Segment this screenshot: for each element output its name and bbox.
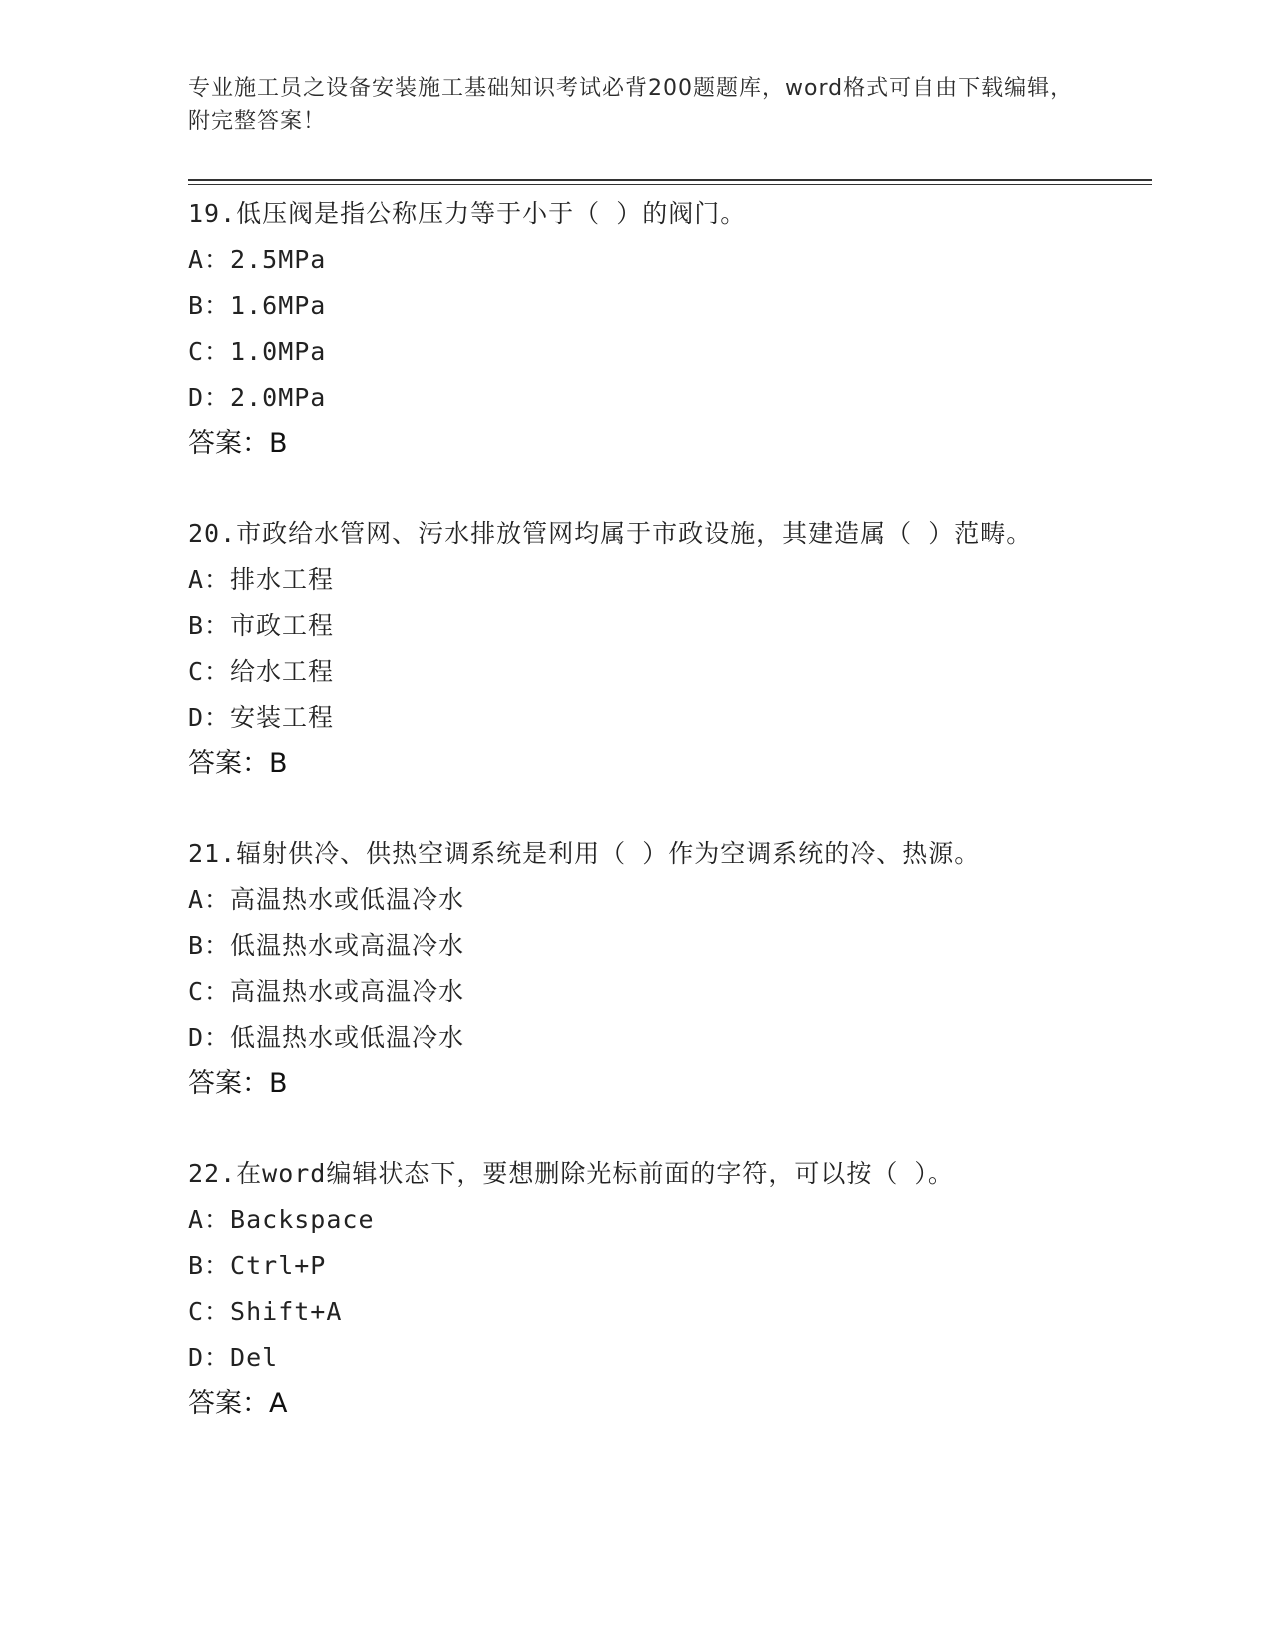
header-divider-thin [188, 184, 1152, 185]
question-stem: 21.辐射供冷、供热空调系统是利用（ ）作为空调系统的冷、热源。 [188, 839, 981, 868]
answer-line: 答案：B [188, 748, 288, 779]
option-c: C：给水工程 [188, 657, 335, 686]
question-stem: 19.低压阀是指公称压力等于小于（ ）的阀门。 [188, 199, 747, 228]
option-c: C：1.0MPa [188, 337, 327, 366]
option-a: A：Backspace [188, 1205, 375, 1234]
option-c: C：Shift+A [188, 1297, 343, 1326]
option-b: B：1.6MPa [188, 291, 327, 320]
option-c: C：高温热水或高温冷水 [188, 977, 465, 1006]
answer-line: 答案：B [188, 1068, 288, 1099]
question-19 [188, 191, 1088, 467]
option-b: B：低温热水或高温冷水 [188, 931, 465, 960]
option-a: A：2.5MPa [188, 245, 327, 274]
answer-line: 答案：B [188, 428, 288, 459]
option-d: D：低温热水或低温冷水 [188, 1023, 465, 1052]
answer-line: 答案：A [188, 1388, 288, 1419]
option-a: A：高温热水或低温冷水 [188, 885, 465, 914]
option-a: A：排水工程 [188, 565, 335, 594]
document-header: 专业施工员之设备安装施工基础知识考试必背200题题库，word格式可自由下载编辑，附完整答案！ [188, 76, 1074, 134]
option-b: B：Ctrl+P [188, 1251, 327, 1280]
option-d: D：2.0MPa [188, 383, 327, 412]
option-d: D：Del [188, 1343, 279, 1372]
question-20 [188, 511, 1088, 787]
option-d: D：安装工程 [188, 703, 335, 732]
question-stem: 22.在word编辑状态下，要想删除光标前面的字符，可以按（ ）。 [188, 1159, 954, 1188]
question-22 [188, 1151, 1088, 1427]
question-stem: 20.市政给水管网、污水排放管网均属于市政设施，其建造属（ ）范畴。 [188, 519, 1033, 548]
question-list [188, 191, 1088, 1471]
question-21 [188, 831, 1088, 1107]
option-b: B：市政工程 [188, 611, 335, 640]
header-divider [188, 179, 1152, 181]
